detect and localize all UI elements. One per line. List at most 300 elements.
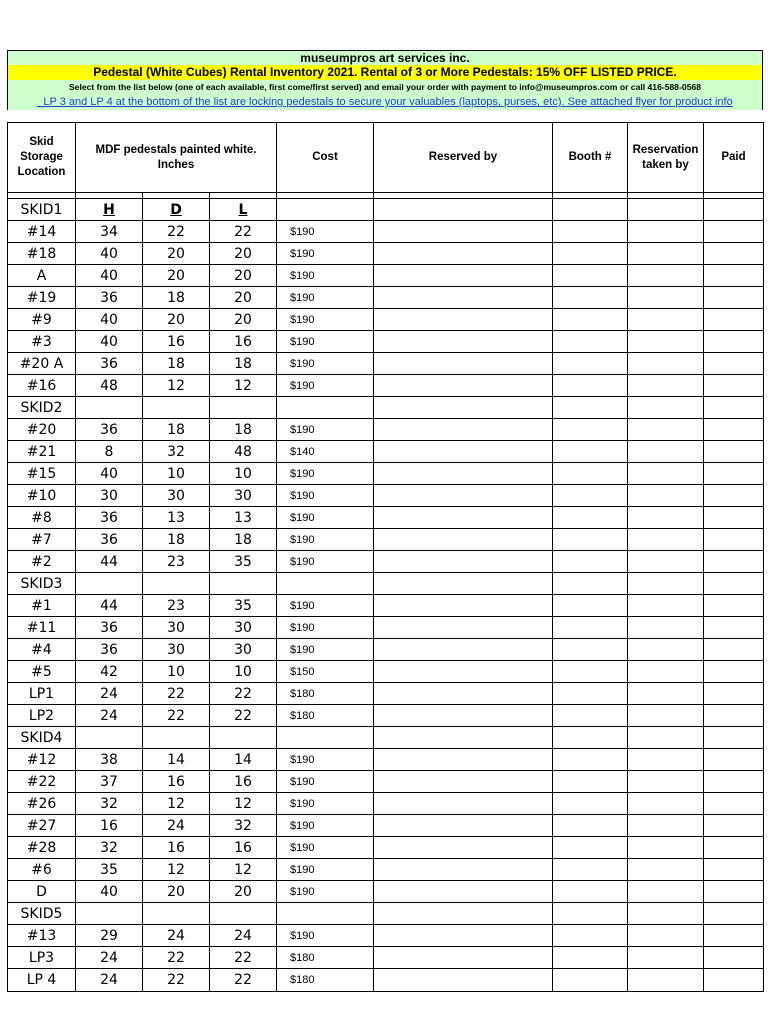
reserved-by-cell[interactable] — [374, 969, 553, 992]
location-cell: #7 — [8, 529, 76, 551]
height-cell: 48 — [76, 375, 143, 397]
cost-cell: $190 — [277, 881, 374, 903]
header-dimensions: MDF pedestals painted white. Inches — [76, 123, 277, 193]
depth-cell: 16 — [143, 331, 210, 353]
paid-cell[interactable] — [704, 595, 764, 617]
booth-cell[interactable] — [553, 639, 628, 661]
booth-cell[interactable] — [553, 815, 628, 837]
booth-cell[interactable] — [553, 309, 628, 331]
location-cell: SKID3 — [8, 573, 76, 595]
paid-cell[interactable] — [704, 661, 764, 683]
table-row — [8, 771, 764, 793]
booth-cell[interactable] — [553, 243, 628, 265]
table-row — [8, 947, 764, 969]
column-header-row — [8, 123, 764, 193]
height-cell: 29 — [76, 925, 143, 947]
table-row — [8, 881, 764, 903]
reserved-by-cell[interactable] — [374, 727, 553, 749]
height-cell: 24 — [76, 683, 143, 705]
reserved-by-cell[interactable] — [374, 881, 553, 903]
depth-cell: 22 — [143, 705, 210, 727]
reservation-taken-by-cell[interactable] — [628, 639, 704, 661]
location-cell: #1 — [8, 595, 76, 617]
paid-cell[interactable] — [704, 353, 764, 375]
cost-cell: $190 — [277, 859, 374, 881]
height-cell — [76, 397, 143, 419]
depth-cell — [143, 903, 210, 925]
table-row — [8, 441, 764, 463]
depth-cell: 22 — [143, 683, 210, 705]
location-cell: #11 — [8, 617, 76, 639]
reserved-by-cell[interactable] — [374, 705, 553, 727]
reservation-taken-by-cell[interactable] — [628, 617, 704, 639]
height-cell: 36 — [76, 639, 143, 661]
paid-cell[interactable] — [704, 507, 764, 529]
reserved-by-cell[interactable] — [374, 595, 553, 617]
cost-cell: $190 — [277, 925, 374, 947]
reservation-taken-by-cell[interactable] — [628, 463, 704, 485]
cost-cell: $140 — [277, 441, 374, 463]
table-row — [8, 617, 764, 639]
paid-cell[interactable] — [704, 749, 764, 771]
skid-row — [8, 903, 764, 925]
paid-cell[interactable] — [704, 859, 764, 881]
location-cell: #13 — [8, 925, 76, 947]
location-cell: #15 — [8, 463, 76, 485]
locking-pedestal-note-link[interactable]: _LP 3 and LP 4 at the bottom of the list are locking pedestals to secure your valuables (laptops, purses, etc). See attached flyer for product info — [7, 95, 763, 110]
table-row — [8, 837, 764, 859]
height-cell: H — [76, 199, 143, 221]
cost-cell: $180 — [277, 705, 374, 727]
booth-cell[interactable] — [553, 969, 628, 992]
booth-cell[interactable] — [553, 771, 628, 793]
location-cell: #18 — [8, 243, 76, 265]
reserved-by-cell[interactable] — [374, 507, 553, 529]
length-cell: 13 — [210, 507, 277, 529]
depth-cell: 20 — [143, 309, 210, 331]
cost-cell — [277, 727, 374, 749]
booth-cell[interactable] — [553, 705, 628, 727]
table-row — [8, 331, 764, 353]
paid-cell[interactable] — [704, 881, 764, 903]
paid-cell[interactable] — [704, 903, 764, 925]
paid-cell[interactable] — [704, 925, 764, 947]
booth-cell[interactable] — [553, 617, 628, 639]
reserved-by-cell[interactable] — [374, 529, 553, 551]
booth-cell[interactable] — [553, 287, 628, 309]
location-cell: #5 — [8, 661, 76, 683]
height-cell — [76, 903, 143, 925]
depth-cell: 12 — [143, 793, 210, 815]
paid-cell[interactable] — [704, 727, 764, 749]
length-cell: 22 — [210, 221, 277, 243]
depth-cell — [143, 397, 210, 419]
height-cell: 42 — [76, 661, 143, 683]
cost-cell: $190 — [277, 221, 374, 243]
location-cell: #2 — [8, 551, 76, 573]
location-cell: LP1 — [8, 683, 76, 705]
reservation-taken-by-cell[interactable] — [628, 507, 704, 529]
reserved-by-cell[interactable] — [374, 661, 553, 683]
height-cell: 40 — [76, 309, 143, 331]
table-row — [8, 507, 764, 529]
reservation-taken-by-cell[interactable] — [628, 221, 704, 243]
length-cell: 14 — [210, 749, 277, 771]
booth-cell[interactable] — [553, 507, 628, 529]
depth-cell: 13 — [143, 507, 210, 529]
paid-cell[interactable] — [704, 837, 764, 859]
reservation-taken-by-cell[interactable] — [628, 815, 704, 837]
cost-cell: $190 — [277, 595, 374, 617]
reservation-taken-by-cell[interactable] — [628, 881, 704, 903]
reserved-by-cell[interactable] — [374, 485, 553, 507]
reserved-by-cell[interactable] — [374, 441, 553, 463]
depth-cell: 16 — [143, 837, 210, 859]
cost-cell: $180 — [277, 683, 374, 705]
location-cell: #9 — [8, 309, 76, 331]
reserved-by-cell[interactable] — [374, 925, 553, 947]
booth-cell[interactable] — [553, 529, 628, 551]
depth-cell — [143, 573, 210, 595]
depth-cell: 18 — [143, 529, 210, 551]
depth-cell — [143, 727, 210, 749]
booth-cell[interactable] — [553, 397, 628, 419]
reservation-taken-by-cell[interactable] — [628, 661, 704, 683]
cost-cell: $190 — [277, 463, 374, 485]
location-cell: #14 — [8, 221, 76, 243]
location-cell: A — [8, 265, 76, 287]
paid-cell[interactable] — [704, 815, 764, 837]
location-cell: #10 — [8, 485, 76, 507]
booth-cell[interactable] — [553, 727, 628, 749]
paid-cell[interactable] — [704, 199, 764, 221]
booth-cell[interactable] — [553, 441, 628, 463]
booth-cell[interactable] — [553, 749, 628, 771]
reservation-taken-by-cell[interactable] — [628, 969, 704, 992]
cost-cell: $190 — [277, 529, 374, 551]
booth-cell[interactable] — [553, 595, 628, 617]
height-cell: 32 — [76, 837, 143, 859]
reservation-taken-by-cell[interactable] — [628, 903, 704, 925]
cost-cell: $190 — [277, 331, 374, 353]
table-row — [8, 793, 764, 815]
reservation-taken-by-cell[interactable] — [628, 705, 704, 727]
booth-cell[interactable] — [553, 199, 628, 221]
location-cell: D — [8, 881, 76, 903]
reservation-taken-by-cell[interactable] — [628, 419, 704, 441]
booth-cell[interactable] — [553, 419, 628, 441]
paid-cell[interactable] — [704, 419, 764, 441]
paid-cell[interactable] — [704, 265, 764, 287]
reservation-taken-by-cell[interactable] — [628, 947, 704, 969]
reservation-taken-by-cell[interactable] — [628, 771, 704, 793]
booth-cell[interactable] — [553, 859, 628, 881]
table-row — [8, 463, 764, 485]
booth-cell[interactable] — [553, 551, 628, 573]
reserved-by-cell[interactable] — [374, 243, 553, 265]
booth-cell[interactable] — [553, 683, 628, 705]
reservation-taken-by-cell[interactable] — [628, 199, 704, 221]
reserved-by-cell[interactable] — [374, 793, 553, 815]
reserved-by-cell[interactable] — [374, 463, 553, 485]
height-cell: 34 — [76, 221, 143, 243]
reserved-by-cell[interactable] — [374, 199, 553, 221]
length-cell: L — [210, 199, 277, 221]
skid-row — [8, 397, 764, 419]
cost-cell: $190 — [277, 353, 374, 375]
cost-cell: $190 — [277, 551, 374, 573]
reserved-by-cell[interactable] — [374, 309, 553, 331]
table-row — [8, 925, 764, 947]
depth-cell: 24 — [143, 815, 210, 837]
depth-cell: 32 — [143, 441, 210, 463]
location-cell: #3 — [8, 331, 76, 353]
booth-cell[interactable] — [553, 331, 628, 353]
skid-row — [8, 199, 764, 221]
booth-cell[interactable] — [553, 661, 628, 683]
length-cell: 30 — [210, 639, 277, 661]
reservation-taken-by-cell[interactable] — [628, 595, 704, 617]
reserved-by-cell[interactable] — [374, 749, 553, 771]
table-row — [8, 551, 764, 573]
booth-cell[interactable] — [553, 881, 628, 903]
booth-cell[interactable] — [553, 463, 628, 485]
reserved-by-cell[interactable] — [374, 903, 553, 925]
length-cell: 48 — [210, 441, 277, 463]
location-cell: #12 — [8, 749, 76, 771]
paid-cell[interactable] — [704, 639, 764, 661]
depth-cell: 23 — [143, 595, 210, 617]
reserved-by-cell[interactable] — [374, 837, 553, 859]
reservation-taken-by-cell[interactable] — [628, 309, 704, 331]
reservation-taken-by-cell[interactable] — [628, 925, 704, 947]
depth-cell: 20 — [143, 881, 210, 903]
reservation-taken-by-cell[interactable] — [628, 353, 704, 375]
booth-cell[interactable] — [553, 353, 628, 375]
paid-cell[interactable] — [704, 287, 764, 309]
location-cell: #20 — [8, 419, 76, 441]
reserved-by-cell[interactable] — [374, 419, 553, 441]
reservation-taken-by-cell[interactable] — [628, 749, 704, 771]
table-row — [8, 419, 764, 441]
reserved-by-cell[interactable] — [374, 859, 553, 881]
length-cell: 32 — [210, 815, 277, 837]
location-cell: SKID5 — [8, 903, 76, 925]
reservation-taken-by-cell[interactable] — [628, 727, 704, 749]
reservation-taken-by-cell[interactable] — [628, 573, 704, 595]
reserved-by-cell[interactable] — [374, 375, 553, 397]
cost-cell: $190 — [277, 485, 374, 507]
reservation-taken-by-cell[interactable] — [628, 683, 704, 705]
reserved-by-cell[interactable] — [374, 683, 553, 705]
cost-cell: $190 — [277, 837, 374, 859]
location-cell: SKID4 — [8, 727, 76, 749]
location-cell: #8 — [8, 507, 76, 529]
reserved-by-cell[interactable] — [374, 771, 553, 793]
reserved-by-cell[interactable] — [374, 639, 553, 661]
height-cell: 36 — [76, 529, 143, 551]
paid-cell[interactable] — [704, 705, 764, 727]
paid-cell[interactable] — [704, 771, 764, 793]
table-row — [8, 485, 764, 507]
paid-cell[interactable] — [704, 463, 764, 485]
height-cell — [76, 727, 143, 749]
reservation-taken-by-cell[interactable] — [628, 485, 704, 507]
length-cell: 12 — [210, 375, 277, 397]
length-cell: 20 — [210, 265, 277, 287]
booth-cell[interactable] — [553, 903, 628, 925]
reserved-by-cell[interactable] — [374, 265, 553, 287]
paid-cell[interactable] — [704, 793, 764, 815]
cost-cell: $180 — [277, 947, 374, 969]
booth-cell[interactable] — [553, 375, 628, 397]
depth-cell: 18 — [143, 353, 210, 375]
height-cell: 36 — [76, 353, 143, 375]
location-cell: #20 A — [8, 353, 76, 375]
paid-cell[interactable] — [704, 331, 764, 353]
inventory-rows — [8, 199, 764, 992]
cost-cell: $190 — [277, 243, 374, 265]
height-cell: 24 — [76, 947, 143, 969]
location-cell: LP3 — [8, 947, 76, 969]
length-cell: 16 — [210, 331, 277, 353]
reservation-taken-by-cell[interactable] — [628, 243, 704, 265]
location-cell: SKID1 — [8, 199, 76, 221]
table-row — [8, 639, 764, 661]
paid-cell[interactable] — [704, 485, 764, 507]
location-cell: #26 — [8, 793, 76, 815]
cost-cell: $190 — [277, 287, 374, 309]
height-cell: 40 — [76, 265, 143, 287]
table-row — [8, 705, 764, 727]
height-cell — [76, 573, 143, 595]
booth-cell[interactable] — [553, 573, 628, 595]
depth-cell: 24 — [143, 925, 210, 947]
length-cell: 20 — [210, 881, 277, 903]
paid-cell[interactable] — [704, 375, 764, 397]
reservation-taken-by-cell[interactable] — [628, 529, 704, 551]
length-cell — [210, 397, 277, 419]
reserved-by-cell[interactable] — [374, 353, 553, 375]
depth-cell: 30 — [143, 639, 210, 661]
length-cell: 20 — [210, 243, 277, 265]
paid-cell[interactable] — [704, 221, 764, 243]
reserved-by-cell[interactable] — [374, 397, 553, 419]
paid-cell[interactable] — [704, 551, 764, 573]
reserved-by-cell[interactable] — [374, 815, 553, 837]
reservation-taken-by-cell[interactable] — [628, 375, 704, 397]
length-cell: 35 — [210, 551, 277, 573]
reservation-taken-by-cell[interactable] — [628, 837, 704, 859]
reserved-by-cell[interactable] — [374, 331, 553, 353]
paid-cell[interactable] — [704, 969, 764, 992]
reservation-taken-by-cell[interactable] — [628, 397, 704, 419]
table-row — [8, 749, 764, 771]
reservation-taken-by-cell[interactable] — [628, 331, 704, 353]
cost-cell — [277, 903, 374, 925]
reservation-taken-by-cell[interactable] — [628, 441, 704, 463]
height-cell: 30 — [76, 485, 143, 507]
depth-cell: 22 — [143, 221, 210, 243]
height-cell: 40 — [76, 463, 143, 485]
length-cell — [210, 727, 277, 749]
reservation-taken-by-cell[interactable] — [628, 265, 704, 287]
paid-cell[interactable] — [704, 243, 764, 265]
length-cell: 18 — [210, 353, 277, 375]
reserved-by-cell[interactable] — [374, 573, 553, 595]
booth-cell[interactable] — [553, 485, 628, 507]
booth-cell[interactable] — [553, 837, 628, 859]
booth-cell[interactable] — [553, 221, 628, 243]
reservation-taken-by-cell[interactable] — [628, 793, 704, 815]
height-cell: 36 — [76, 287, 143, 309]
location-cell: #6 — [8, 859, 76, 881]
length-cell: 18 — [210, 419, 277, 441]
location-cell: LP2 — [8, 705, 76, 727]
booth-cell[interactable] — [553, 793, 628, 815]
paid-cell[interactable] — [704, 947, 764, 969]
cost-cell: $190 — [277, 309, 374, 331]
table-row — [8, 265, 764, 287]
table-row — [8, 595, 764, 617]
paid-cell[interactable] — [704, 529, 764, 551]
reserved-by-cell[interactable] — [374, 947, 553, 969]
reserved-by-cell[interactable] — [374, 617, 553, 639]
cost-cell: $190 — [277, 749, 374, 771]
reservation-taken-by-cell[interactable] — [628, 551, 704, 573]
paid-cell[interactable] — [704, 309, 764, 331]
height-cell: 8 — [76, 441, 143, 463]
height-cell: 24 — [76, 705, 143, 727]
table-row — [8, 859, 764, 881]
header-booth: Booth # — [553, 123, 628, 193]
reserved-by-cell[interactable] — [374, 221, 553, 243]
paid-cell[interactable] — [704, 441, 764, 463]
height-cell: 40 — [76, 881, 143, 903]
length-cell: 18 — [210, 529, 277, 551]
length-cell: 35 — [210, 595, 277, 617]
booth-cell[interactable] — [553, 925, 628, 947]
table-row — [8, 375, 764, 397]
height-cell: 38 — [76, 749, 143, 771]
paid-cell[interactable] — [704, 573, 764, 595]
booth-cell[interactable] — [553, 947, 628, 969]
inventory-table — [7, 122, 764, 992]
table-row — [8, 969, 764, 992]
skid-row — [8, 573, 764, 595]
paid-cell[interactable] — [704, 683, 764, 705]
depth-cell: 22 — [143, 947, 210, 969]
depth-cell: 18 — [143, 419, 210, 441]
reserved-by-cell[interactable] — [374, 287, 553, 309]
table-row — [8, 683, 764, 705]
table-row — [8, 309, 764, 331]
length-cell: 16 — [210, 771, 277, 793]
company-name: museumpros art services inc. — [7, 50, 763, 65]
length-cell: 22 — [210, 969, 277, 992]
table-row — [8, 221, 764, 243]
length-cell — [210, 903, 277, 925]
depth-cell: 20 — [143, 243, 210, 265]
reserved-by-cell[interactable] — [374, 551, 553, 573]
reservation-taken-by-cell[interactable] — [628, 859, 704, 881]
table-row — [8, 661, 764, 683]
reservation-taken-by-cell[interactable] — [628, 287, 704, 309]
booth-cell[interactable] — [553, 265, 628, 287]
cost-cell: $190 — [277, 507, 374, 529]
paid-cell[interactable] — [704, 397, 764, 419]
paid-cell[interactable] — [704, 617, 764, 639]
